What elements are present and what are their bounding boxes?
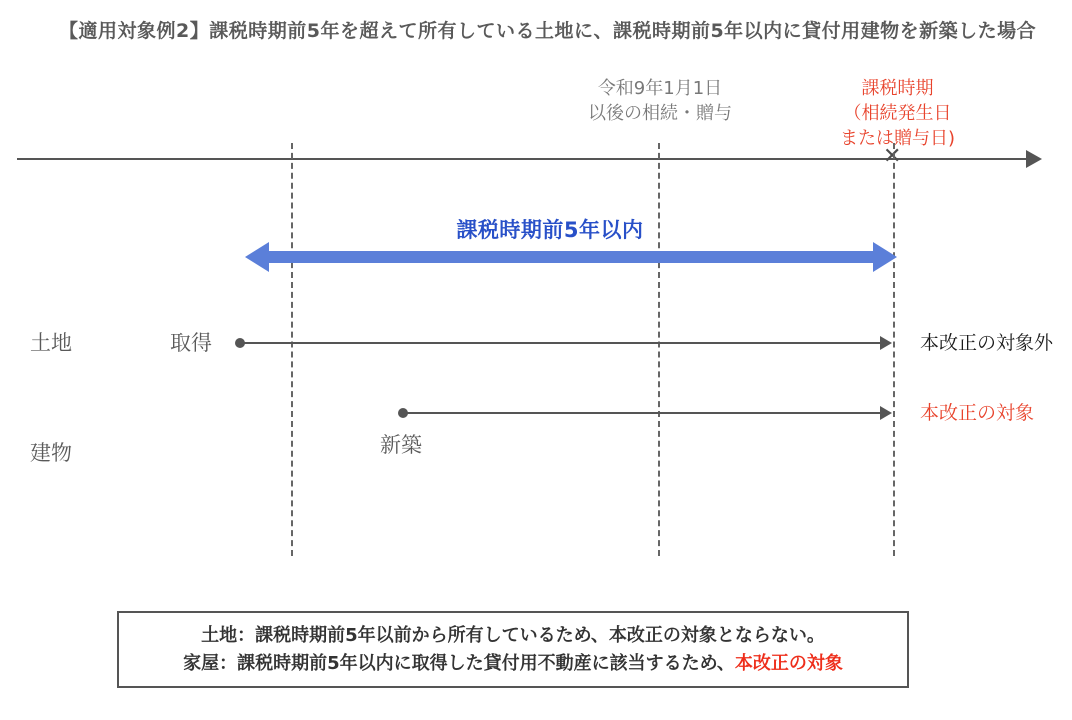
dashed-guide-era-date <box>658 143 660 556</box>
land-result-label: 本改正の対象外 <box>920 332 1054 354</box>
five-year-range-label: 課税時期前5年以内 <box>456 218 644 242</box>
building-row-label: 建物 <box>30 441 72 465</box>
explanation-line2-highlight: 本改正の対象 <box>734 652 843 674</box>
explanation-line2 <box>183 650 843 678</box>
five-year-range-arrow-shape <box>245 242 897 272</box>
era-date-line2: 以後の相続・贈与 <box>588 103 732 124</box>
dashed-guide-taxation-time <box>893 143 895 556</box>
taxation-time-x-marker-icon: ✕ <box>883 144 902 169</box>
building-timeline-line <box>403 412 882 414</box>
taxation-time-line2: （相続発生日 <box>843 103 952 124</box>
land-arrowhead-icon <box>880 336 892 350</box>
five-year-range-arrow <box>245 240 897 274</box>
dashed-guide-five-years-before <box>291 143 293 556</box>
building-construction-label: 新築 <box>380 433 422 457</box>
timeline-axis <box>17 158 1030 160</box>
explanation-line2-prefix: 家屋：課税時期前5年以内に取得した貸付用不動産に該当するため、 <box>183 652 735 674</box>
land-timeline-line <box>240 342 882 344</box>
taxation-time-annotation <box>800 76 995 151</box>
explanation-box <box>117 611 909 688</box>
land-acquisition-label: 取得 <box>170 331 212 355</box>
land-row-label: 土地 <box>30 331 72 355</box>
taxation-time-line3: または贈与日) <box>839 128 956 149</box>
building-arrowhead-icon <box>880 406 892 420</box>
era-date-line1: 令和9年1月1日 <box>597 78 723 99</box>
era-date-annotation <box>560 76 760 126</box>
taxation-time-line1: 課税時期 <box>861 78 934 99</box>
explanation-line1: 土地：課税時期前5年以前から所有しているため、本改正の対象とならない。 <box>201 624 825 646</box>
building-result-label: 本改正の対象 <box>920 402 1035 424</box>
page-title: 【適用対象例2】課税時期前5年を超えて所有している土地に、課税時期前5年以内に貸付用建物を新築した場合 <box>59 20 1037 42</box>
timeline-arrowhead-icon <box>1026 150 1042 168</box>
